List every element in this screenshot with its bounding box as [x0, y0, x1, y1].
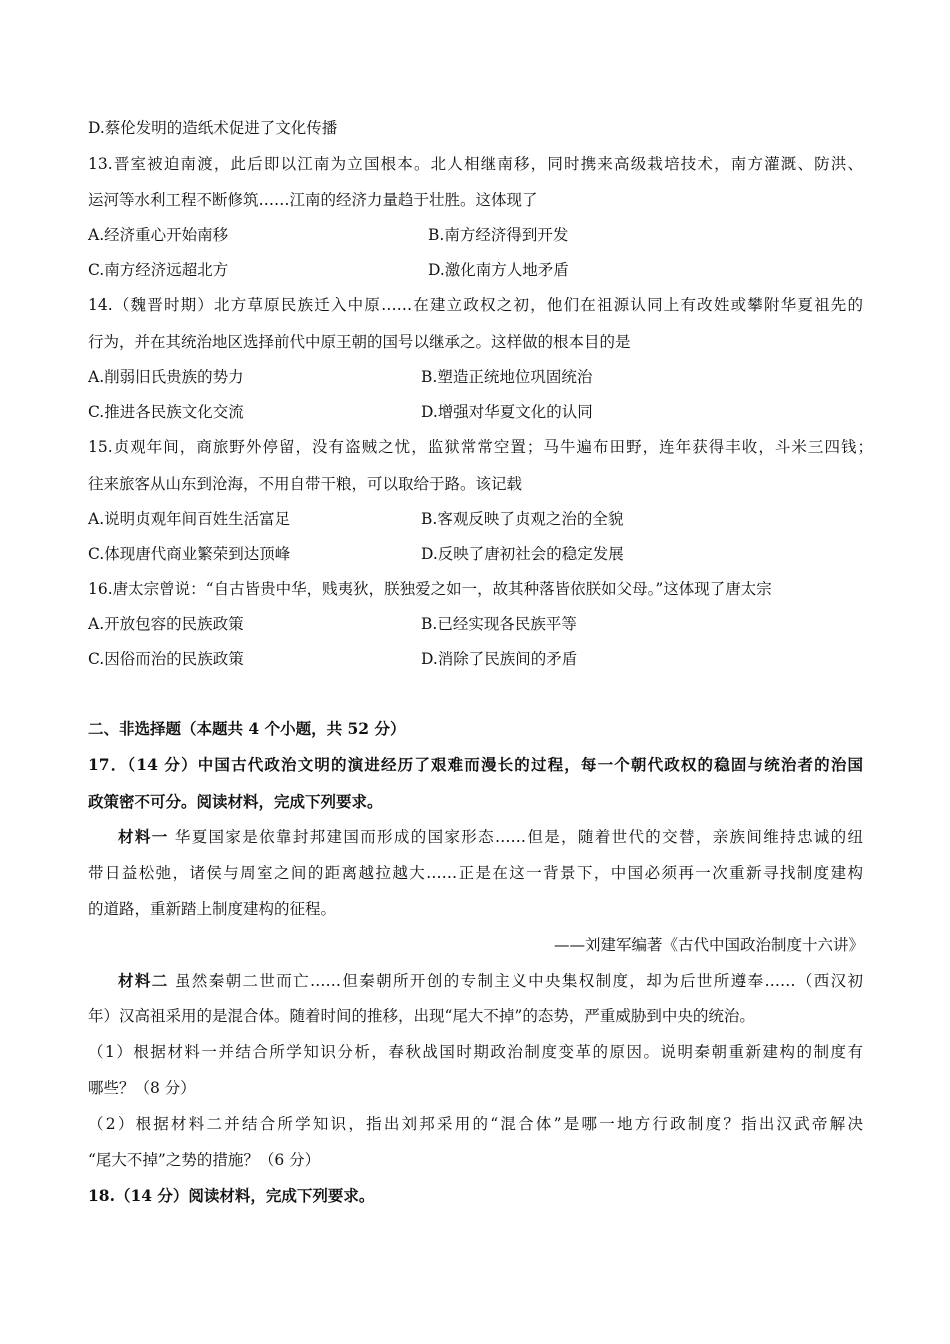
q15-option-b: B.客观反映了贞观之治的全貌: [421, 510, 624, 528]
q13-option-d: D.激化南方人地矛盾: [428, 261, 569, 279]
q16-option-a: A.开放包容的民族政策: [88, 615, 244, 633]
q15-stem-line1: 15.贞观年间，商旅野外停留，没有盗贼之忧，监狱常常空置；马牛遍布田野，连年获得丰收，斗米三四钱；: [88, 438, 873, 456]
q17-material-2-text1: 虽然秦朝二世而亡……但秦朝所开创的专制主义中央集权制度，却为后世所遵奉……（西汉初: [168, 972, 863, 990]
q14-option-d: D.增强对华夏文化的认同: [421, 403, 593, 421]
q15-stem-line2: 往来旅客从山东到沧海，不用自带干粮，可以取给于路。该记载: [88, 475, 523, 493]
q16-option-c: C.因俗而治的民族政策: [88, 650, 244, 668]
q17-material-1-line3: 的道路，重新踏上制度建构的征程。: [88, 900, 337, 918]
q17-material-2-label: 材料二: [118, 971, 169, 990]
q15-option-d: D.反映了唐初社会的稳定发展: [421, 545, 624, 563]
q13-option-b: B.南方经济得到开发: [428, 226, 569, 244]
q17-material-2-line2: 年）汉高祖采用的是混合体。随着时间的推移，出现“尾大不掉”的态势，严重威胁到中央的统治。: [88, 1007, 755, 1025]
q17-subq1-line2: 哪些？（8 分）: [88, 1079, 196, 1097]
q17-material-1-text1: 华夏国家是依靠封邦建国而形成的国家形态……但是，随着世代的交替，亲族间维持忠诚的纽: [168, 828, 863, 846]
q13-stem-line2: 运河等水利工程不断修筑……江南的经济力量趋于壮胜。这体现了: [88, 191, 538, 209]
q17-subq1-line1: （1）根据材料一并结合所学知识分析，春秋战国时期政治制度变革的原因。说明秦朝重新建构的制度有: [88, 1043, 863, 1061]
q14-option-c: C.推进各民族文化交流: [88, 403, 244, 421]
q14-stem-line1: 14.（魏晋时期）北方草原民族迁入中原……在建立政权之初，他们在祖源认同上有改姓或攀附华夏祖先的: [88, 296, 863, 314]
q17-material-1-label: 材料一: [118, 827, 169, 846]
q14-option-a: A.削弱旧氏贵族的势力: [88, 368, 244, 386]
section-2-heading: 二、非选择题（本题共 4 个小题，共 52 分）: [88, 719, 406, 738]
q16-option-b: B.已经实现各民族平等: [421, 615, 577, 633]
q14-stem-line2: 行为，并在其统治地区选择前代中原王朝的国号以继承之。这样做的根本目的是: [88, 333, 631, 351]
q12-option-d: D.蔡伦发明的造纸术促进了文化传播: [88, 119, 338, 137]
q13-option-c: C.南方经济远超北方: [88, 261, 229, 279]
q15-option-c: C.体现唐代商业繁荣到达顶峰: [88, 545, 291, 563]
q17-subq2-line1: （2）根据材料二并结合所学知识，指出刘邦采用的“混合体”是哪一地方行政制度？指出汉武帝解决: [88, 1115, 863, 1133]
q13-option-a: A.经济重心开始南移: [88, 226, 229, 244]
q17-material-2-line1: [118, 970, 863, 992]
q13-stem-line1: 13.晋室被迫南渡，此后即以江南为立国根本。北人相继南移，同时携来高级栽培技术，南方灌溉、防洪、: [88, 155, 863, 173]
q17-stem-line2: 政策密不可分。阅读材料，完成下列要求。: [88, 792, 383, 811]
q16-option-d: D.消除了民族间的矛盾: [421, 650, 578, 668]
q17-subq2-line2: “尾大不掉”之势的措施？（6 分）: [88, 1151, 321, 1169]
q17-stem-line1: 17．（14 分）中国古代政治文明的演进经历了艰难而漫长的过程，每一个朝代政权的稳固与统治者的治国: [88, 755, 863, 774]
q18-stem-line1: 18.（14 分）阅读材料，完成下列要求。: [88, 1186, 375, 1205]
q17-material-1-line2: 带日益松弛，诸侯与周室之间的距离越拉越大……正是在这一背景下，中国必须再一次重新寻找制度建构: [88, 864, 863, 882]
q14-option-b: B.塑造正统地位巩固统治: [421, 368, 593, 386]
q17-material-1-line1: [118, 826, 863, 848]
q16-stem-line1: 16.唐太宗曾说：“自古皆贵中华，贱夷狄，朕独爱之如一，故其种落皆依朕如父母。”这体现了唐太宗: [88, 580, 772, 598]
q15-option-a: A.说明贞观年间百姓生活富足: [88, 510, 291, 528]
q17-material-1-source: ——刘建军编著《古代中国政治制度十六讲》: [553, 936, 864, 954]
